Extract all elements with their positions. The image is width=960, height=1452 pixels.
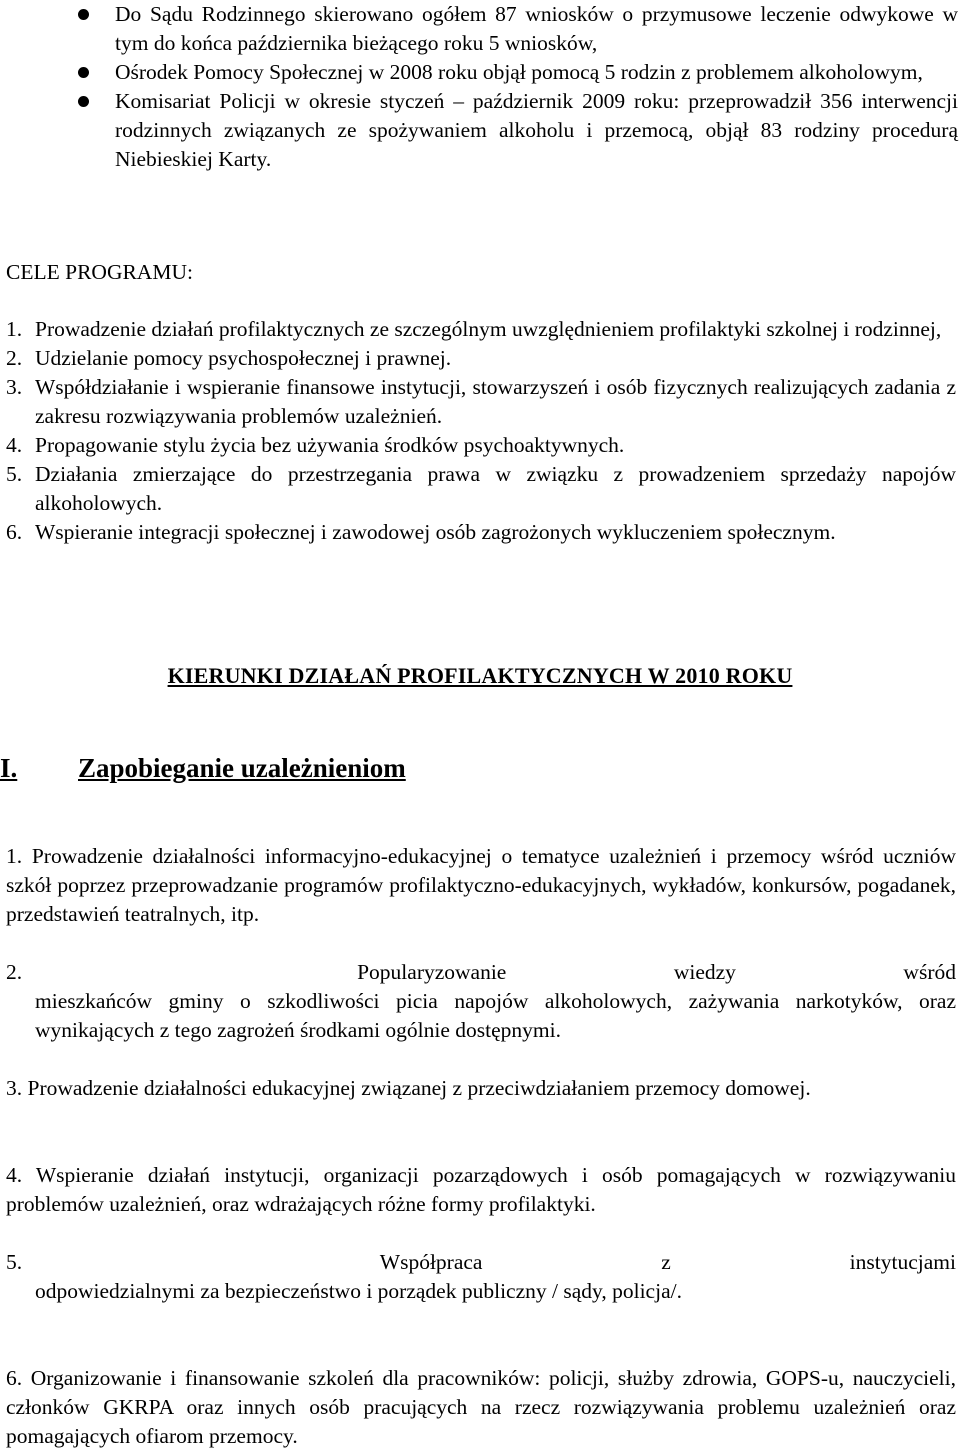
action-lead-word: Popularyzowanie (357, 960, 507, 984)
action-lead-word: z (661, 1250, 671, 1274)
action-lead-word: Współpraca (379, 1250, 483, 1274)
action-text: Prowadzenie działalności informacyjno-edukacyjnej o tematyce uzależnień i przemocy wśród uczniów szkół poprzez przeprowadzanie programów profilaktyczno-edukacyjnych, wykładów, konkursów, pogadanek, przedstawień teatralnych, itp. (6, 844, 957, 926)
goal-item (6, 344, 956, 373)
bullet-dot-icon (78, 9, 89, 20)
directions-title: KIERUNKI DZIAŁAŃ PROFILAKTYCZNYCH W 2010 ROKU (167, 663, 793, 688)
goal-item (6, 373, 956, 431)
action-number: 2. (6, 960, 23, 984)
action-item (6, 1161, 956, 1219)
goal-number: 4. (6, 433, 23, 457)
bullet-item (78, 58, 958, 87)
action-text: Organizowanie i finansowanie szkoleń dla pracowników: policji, służby zdrowia, GOPS-u, nauczycieli, członków GKRPA oraz innych osób pracujących na rzecz rozwiązywania problemu uzależnień oraz pomagających ofiarom przemocy. (6, 1366, 956, 1448)
goal-text: Prowadzenie działań profilaktycznych ze szczególnym uwzględnieniem profilaktyki szkolnej i rodzinnej, (35, 317, 942, 341)
action-number: 6. (6, 1366, 23, 1390)
action-number: 3. (6, 1076, 23, 1100)
action-number: 4. (6, 1163, 23, 1187)
goal-number: 2. (6, 346, 23, 370)
goal-text: Współdziałanie i wspieranie finansowe instytucji, stowarzyszeń i osób fizycznych realizujących zadania z zakresu rozwiązywania problemów uzależnień. (35, 375, 956, 428)
action-item (6, 1248, 956, 1306)
goal-text: Działania zmierzające do przestrzegania prawa w związku z prowadzeniem sprzedaży napojów alkoholowych. (35, 462, 956, 515)
action-item (6, 958, 956, 1045)
goal-text: Wspieranie integracji społecznej i zawodowej osób zagrożonych wykluczeniem społecznym. (35, 520, 836, 544)
goal-number: 6. (6, 520, 23, 544)
action-text: mieszkańców gminy o szkodliwości picia napojów alkoholowych, zażywania narkotyków, oraz wynikających z tego zagrożeń środkami ogólnie dostępnymi. (35, 989, 956, 1042)
action-text: odpowiedzialnymi za bezpieczeństwo i porządek publiczny / sądy, policja/. (35, 1279, 682, 1303)
action-text: Wspieranie działań instytucji, organizacji pozarządowych i osób pomagających w rozwiązywaniu problemów uzależnień, oraz wdrażających różne formy profilaktyki. (6, 1163, 956, 1216)
goal-number: 1. (6, 317, 23, 341)
goal-text: Udzielanie pomocy psychospołecznej i prawnej. (35, 346, 452, 370)
goals-list (6, 315, 956, 547)
goal-text: Propagowanie stylu życia bez używania środków psychoaktywnych. (35, 433, 625, 457)
action-lead-line (6, 958, 956, 987)
action-lead-word: wśród (903, 960, 956, 984)
section-title: Zapobieganie uzależnieniom (78, 753, 406, 783)
action-text: Prowadzenie działalności edukacyjnej związanej z przeciwdziałaniem przemocy domowej. (27, 1076, 811, 1100)
goal-item (6, 518, 956, 547)
goal-item (6, 315, 956, 344)
action-item (6, 842, 956, 929)
action-lead-word: wiedzy (673, 960, 736, 984)
statistics-bullet-list (78, 0, 958, 174)
action-item (6, 1074, 956, 1103)
action-item (6, 1364, 956, 1451)
bullet-item (78, 0, 958, 58)
bullet-text: Ośrodek Pomocy Społecznej w 2008 roku objął pomocą 5 rodzin z problemem alkoholowym, (115, 60, 923, 84)
goal-number: 3. (6, 375, 23, 399)
action-lead-word: instytucjami (849, 1250, 956, 1274)
action-number: 5. (6, 1250, 23, 1274)
bullet-item (78, 87, 958, 174)
goal-number: 5. (6, 462, 23, 486)
section-roman-numeral: I. (0, 753, 18, 783)
section-heading (0, 750, 406, 786)
goal-item (6, 431, 956, 460)
action-number: 1. (6, 844, 23, 868)
bullet-text: Do Sądu Rodzinnego skierowano ogółem 87 wniosków o przymusowe leczenie odwykowe w tym do końca października bieżącego roku 5 wniosków, (115, 2, 958, 55)
action-lead-line (6, 1248, 956, 1277)
bullet-text: Komisariat Policji w okresie styczeń – październik 2009 roku: przeprowadził 356 interwencji rodzinnych związanych ze spożywaniem alkoholu i przemocą, objął 83 rodziny procedurą Niebieskiej Karty. (115, 89, 958, 171)
bullet-dot-icon (78, 96, 89, 107)
goal-item (6, 460, 956, 518)
goals-heading: CELE PROGRAMU: (6, 260, 193, 284)
bullet-dot-icon (78, 67, 89, 78)
